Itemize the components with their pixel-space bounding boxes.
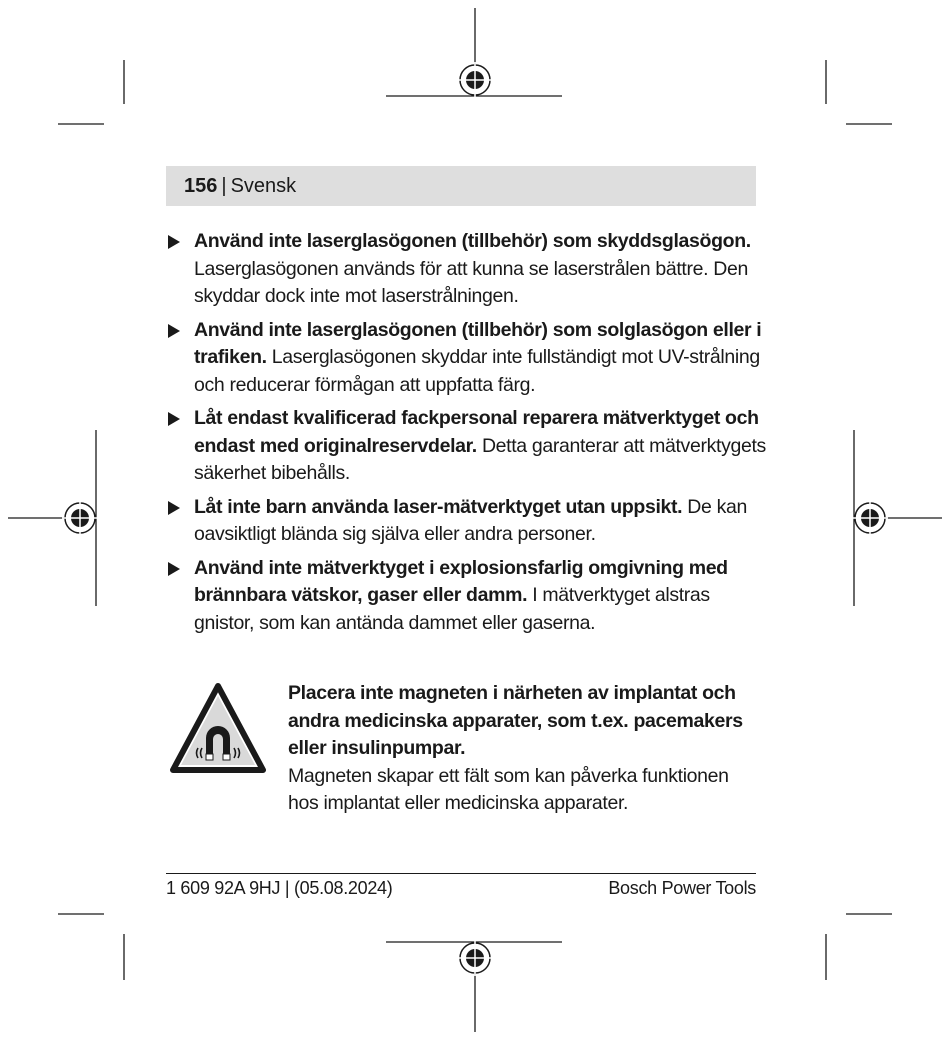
header-language: Svensk [230,175,297,197]
bullet-arrow-icon [168,562,180,576]
safety-item-bold: Låt endast kvalificerad fackpersonal reparera mätverktyget och endast med originalreservdelar. [194,407,759,457]
registration-mark-bottom [457,940,493,976]
safety-item-text: De kan oavsiktligt blända sig själva eller andra personer. [194,495,747,545]
footer-doc-number: 1 609 92A 9HJ | (05.08.2024) [166,878,393,898]
magnet-warning-body: Magneten skapar ett fält som kan påverka funktionen hos implantat eller medicinska apparater. [288,764,729,814]
registration-mark-right [852,500,888,536]
registration-mark-left [62,500,98,536]
safety-item-text: Laserglasögonen skyddar inte fullständigt mot UV-strålning och reducerar förmågan att uppfatta färg. [194,346,760,396]
safety-item [166,228,766,311]
magnet-warning-icon [170,682,266,774]
safety-instructions [166,228,766,643]
footer-divider [166,873,756,874]
header-text [184,175,296,197]
safety-item [166,317,766,400]
magnet-warning-text [288,680,758,818]
safety-item-bold: Använd inte laserglasögonen (tillbehör) som skyddsglasögon. [194,230,751,252]
magnet-warning-bold: Placera inte magneten i närheten av implantat och andra medicinska apparater, som t.ex. pacemakers eller insulinpumpar. [288,682,743,759]
header-separator: | [221,175,227,197]
footer-brand: Bosch Power Tools [608,878,756,898]
page-header [166,166,756,206]
safety-item [166,555,766,638]
safety-item-bold: Låt inte barn använda laser-mätverktyget utan uppsikt. [194,495,683,518]
page-number: 156 [184,175,218,197]
magnet-warning [166,680,766,850]
bullet-arrow-icon [168,501,180,515]
bullet-arrow-icon [168,324,180,338]
safety-item-text: Detta garanterar att mätverktygets säkerhet bibehålls. [194,434,766,484]
registration-mark-top [457,62,493,98]
safety-item [166,494,766,549]
safety-item [166,405,766,488]
safety-item-text: I mätverktyget alstras gnistor, som kan antända dammet eller gaserna. [194,584,710,634]
safety-item-bold: Använd inte mätverktyget i explosionsfarlig omgivning med brännbara vätskor, gaser eller damm. [194,556,728,606]
bullet-arrow-icon [168,412,180,426]
safety-item-bold: Använd inte laserglasögonen (tillbehör) som solglasögon eller i trafiken. [194,318,762,368]
safety-item-text: Laserglasögonen används för att kunna se laserstrålen bättre. Den skyddar dock inte mot laserstrålningen. [194,257,748,307]
bullet-arrow-icon [168,235,180,249]
